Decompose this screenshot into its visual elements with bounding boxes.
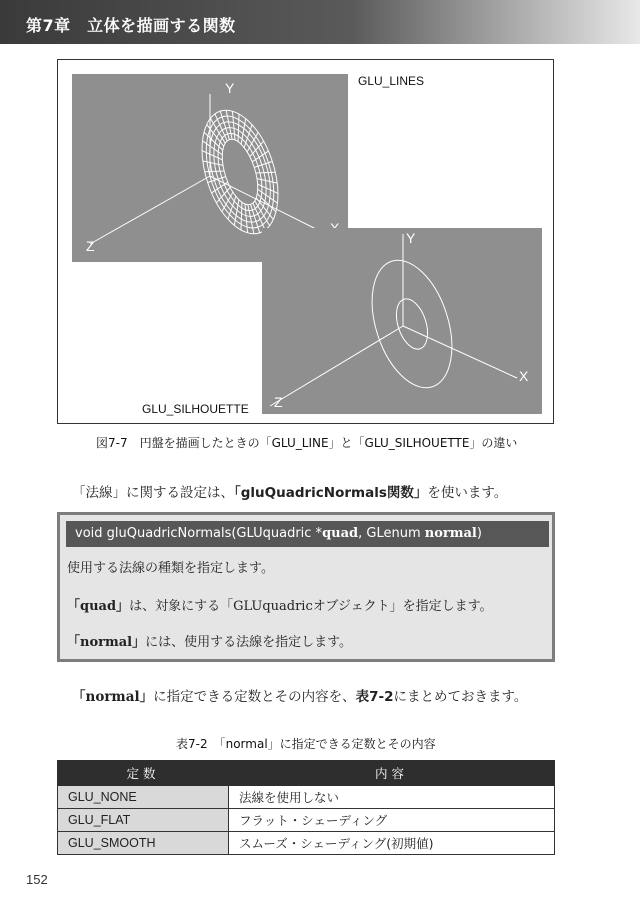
- wireframe-spoke: [257, 173, 277, 188]
- constant-cell: GLU_NONE: [58, 786, 229, 809]
- content-cell: 法線を使用しない: [229, 786, 555, 809]
- param-normal-name: 「normal」: [67, 635, 146, 650]
- summary-text-2: にまとめておきます。: [393, 689, 528, 705]
- table-reference: 表7-2: [355, 689, 394, 705]
- constant-cell: GLU_SMOOTH: [58, 832, 229, 855]
- signature-prefix: void gluQuadricNormals(GLUquadric *: [75, 526, 323, 541]
- chapter-header: [0, 0, 640, 44]
- function-description: 使用する法線の種類を指定します。: [67, 561, 274, 576]
- function-signature: [66, 521, 549, 547]
- glu-lines-label: GLU_LINES: [358, 74, 425, 88]
- glu-silhouette-render: [262, 228, 542, 414]
- chapter-title: 第7章 立体を描画する関数: [26, 16, 236, 35]
- param-normal-text: には、使用する法線を指定します。: [145, 635, 353, 650]
- function-description-box: [57, 512, 555, 662]
- table-title: 表7-2 「normal」に指定できる定数とその内容: [176, 737, 436, 751]
- intro-paragraph: [72, 481, 507, 501]
- table-row: [58, 832, 555, 855]
- signature-param-quad: quad: [322, 526, 359, 541]
- page-number: 152: [26, 872, 48, 887]
- table-row: [58, 786, 555, 809]
- param-quad-name: 「quad」: [67, 599, 130, 614]
- intro-text-1: 「法線」に関する設定は、: [72, 485, 234, 501]
- figure-caption: 図7-7 円盤を描画したときの「GLU_LINE」と「GLU_SILHOUETTE」の違い: [96, 436, 518, 450]
- summary-text-1: に指定できる定数とその内容を、: [153, 689, 356, 705]
- figure-7-7: [57, 59, 554, 424]
- z-axis-label: Z: [86, 238, 95, 254]
- constant-cell: GLU_FLAT: [58, 809, 229, 832]
- y-axis-label: Y: [225, 80, 235, 96]
- signature-middle: , GLenum: [358, 526, 425, 541]
- y-axis-label: Y: [406, 230, 416, 246]
- constants-table: [57, 760, 555, 855]
- table-header-row: [58, 761, 555, 786]
- z-axis-label: Z: [274, 394, 283, 410]
- wireframe-spoke: [203, 156, 223, 171]
- content-cell: フラット・シェーディング: [229, 809, 555, 832]
- header-content: 内容: [229, 761, 555, 786]
- x-axis-label: X: [519, 368, 529, 384]
- function-reference: 「gluQuadricNormals関数」: [234, 485, 428, 501]
- glu-silhouette-label: GLU_SILHOUETTE: [142, 402, 249, 416]
- param-normal-description: [67, 631, 352, 650]
- signature-param-normal: normal: [424, 526, 477, 541]
- content-cell: スムーズ・シェーディング(初期値): [229, 832, 555, 855]
- header-constant: 定数: [58, 761, 229, 786]
- param-quad-text: は、対象にする「GLUquadricオブジェクト」を指定します。: [129, 599, 493, 614]
- intro-text-2: を使います。: [427, 485, 508, 501]
- silhouette-disk-graphic: [262, 228, 542, 414]
- param-quad-description: [67, 595, 493, 614]
- table-row: [58, 809, 555, 832]
- summary-param: 「normal」: [72, 689, 154, 705]
- summary-paragraph: [72, 685, 527, 705]
- signature-suffix: ): [476, 526, 482, 541]
